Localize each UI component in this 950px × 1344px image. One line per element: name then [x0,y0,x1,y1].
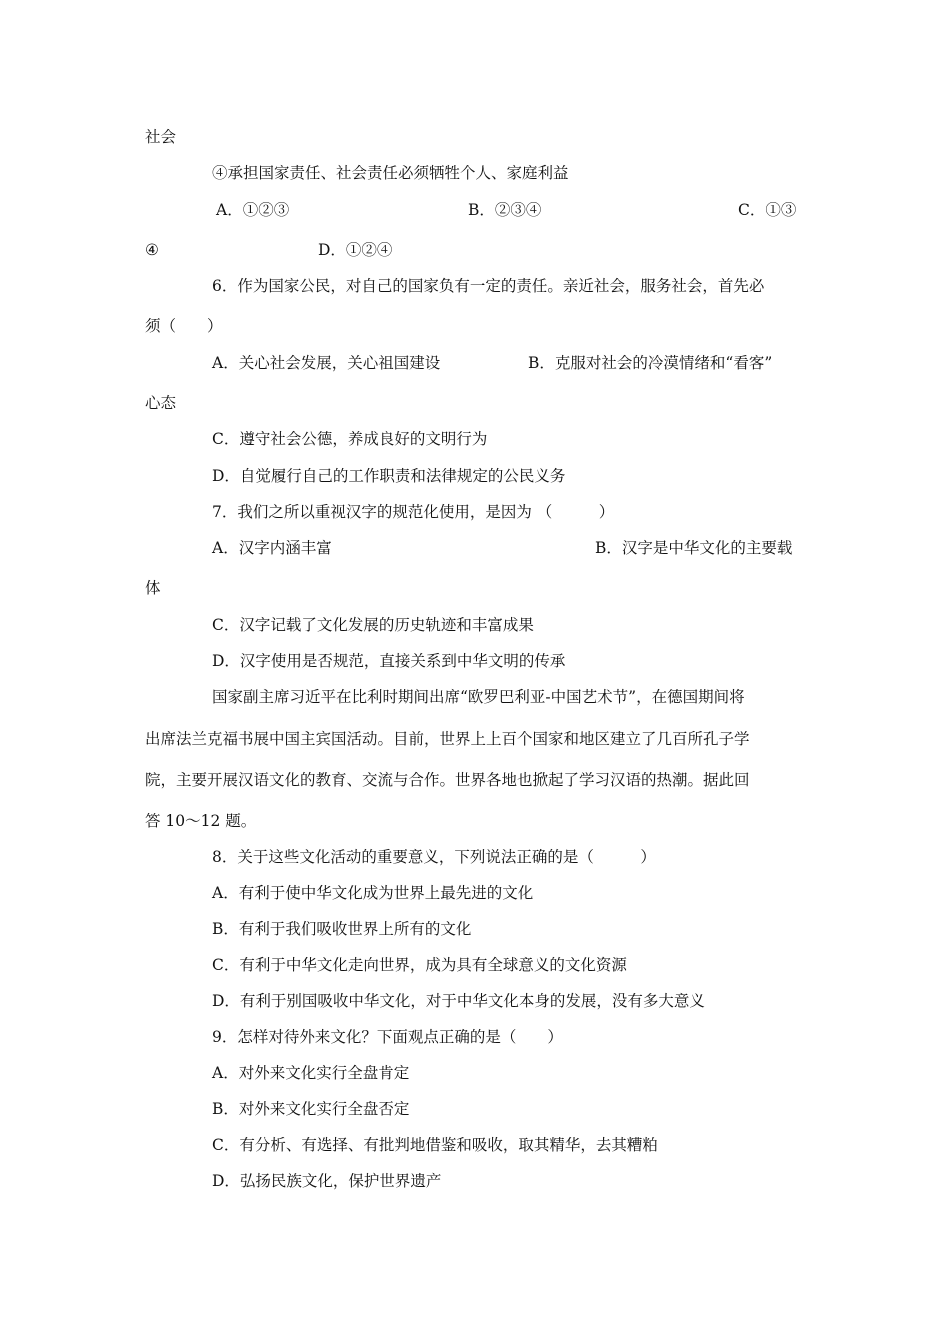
option-a: A．有利于使中华文化成为世界上最先进的文化 [212,884,534,902]
passage-line: 国家副主席习近平在比利时期间出席“欧罗巴利亚-中国艺术节”，在德国期间将 [212,688,745,706]
option-a: A．关心社会发展，关心祖国建设 [212,354,441,372]
passage-line: 出席法兰克福书展中国主宾国活动。目前，世界上上百个国家和地区建立了几百所孔子学 [145,730,750,748]
option-a: A．汉字内涵丰富 [212,539,332,557]
option-d: D．自觉履行自己的工作职责和法律规定的公民义务 [212,467,566,485]
question-stem: 8．关于这些文化活动的重要意义，下列说法正确的是（ ） [212,848,656,866]
option-c: C．①③ [738,201,797,219]
text-line: 社会 [145,128,177,146]
option-b-continued: 体 [145,579,161,597]
option-d: D．汉字使用是否规范，直接关系到中华文明的传承 [212,652,566,670]
question-stem-continued: 须（ ） [145,317,223,335]
question-stem: 9．怎样对待外来文化？下面观点正确的是（ ） [212,1028,563,1046]
option-a: A．对外来文化实行全盘肯定 [212,1064,410,1082]
option-b: B．克服对社会的冷漠情绪和“看客” [528,354,773,372]
option-b: B．对外来文化实行全盘否定 [212,1100,410,1118]
option-c-continued: ④ [145,241,159,259]
question-stem: 6．作为国家公民，对自己的国家负有一定的责任。亲近社会，服务社会，首先必 [212,277,765,295]
option-b: B．汉字是中华文化的主要载 [595,539,793,557]
question-stem: 7．我们之所以重视汉字的规范化使用，是因为 （ ） [212,503,615,521]
passage-line: 答 10～12 题。 [145,812,257,830]
option-c: C．有分析、有选择、有批判地借鉴和吸收，取其精华，去其糟粕 [212,1136,658,1154]
option-c: C．遵守社会公德，养成良好的文明行为 [212,430,488,448]
option-b: B．有利于我们吸收世界上所有的文化 [212,920,472,938]
option-d: D．①②④ [318,241,393,259]
option-c: C．有利于中华文化走向世界，成为具有全球意义的文化资源 [212,956,627,974]
passage-line: 院，主要开展汉语文化的教育、交流与合作。世界各地也掀起了学习汉语的热潮。据此回 [145,771,750,789]
option-a: A．①②③ [216,201,290,219]
option-d: D．弘扬民族文化，保护世界遗产 [212,1172,442,1190]
option-d: D．有利于别国吸收中华文化，对于中华文化本身的发展，没有多大意义 [212,992,705,1010]
option-c: C．汉字记载了文化发展的历史轨迹和丰富成果 [212,616,534,634]
option-b-continued: 心态 [145,394,177,412]
text-line: ④承担国家责任、社会责任必须牺牲个人、家庭利益 [212,164,569,182]
option-b: B．②③④ [468,201,542,219]
